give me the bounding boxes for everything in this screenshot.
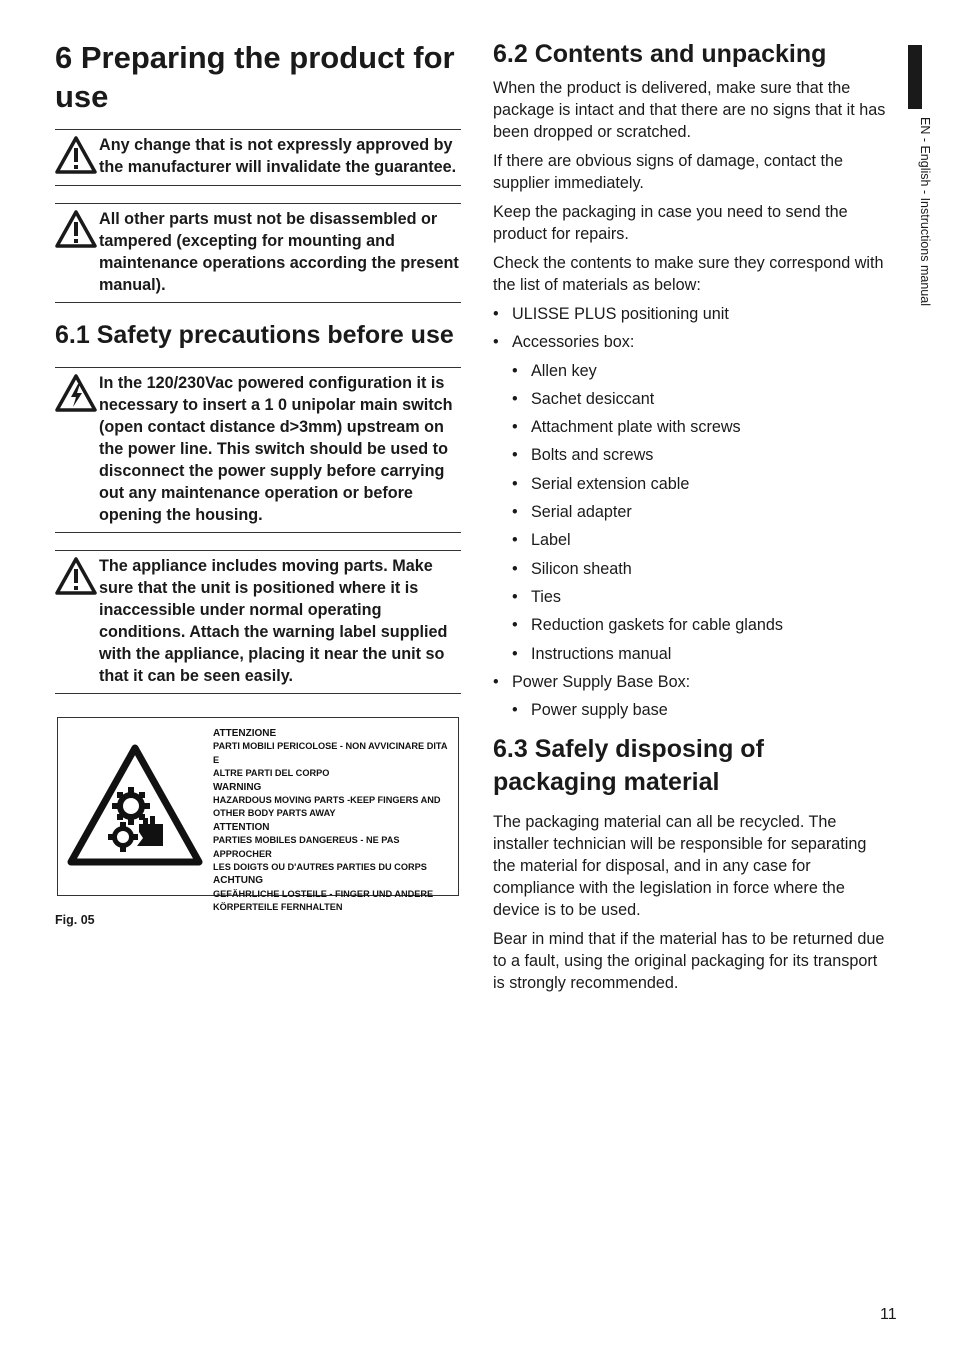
label-line: ATTENTION xyxy=(213,821,270,833)
sub-list-item: • Allen key xyxy=(493,360,893,382)
list-item xyxy=(493,671,893,721)
warning-box xyxy=(55,203,461,303)
chapter-title: 6 Preparing the product for use xyxy=(55,40,455,114)
label-line: HAZARDOUS MOVING PARTS -KEEP FINGERS AND xyxy=(213,795,441,806)
contents-list xyxy=(493,303,893,721)
warning-label-text xyxy=(213,727,448,915)
sub-list-item: • Power supply base xyxy=(493,699,893,721)
page-number: 11 xyxy=(880,1306,897,1323)
warning-text: In the 120/230Vac powered configuration it is necessary to insert a 1 0 unipolar main switch (open contact distance d>3mm) upstream on the power line. This switch should be used to disconnect the power supply before carrying out any maintenance operation or before opening the housing. xyxy=(99,374,453,524)
warning-triangle-icon xyxy=(55,555,99,600)
sub-list-item: • Instructions manual xyxy=(493,643,893,665)
sub-list-item: • Label xyxy=(493,529,893,551)
paragraph: If there are obvious signs of damage, contact the supplier immediately. xyxy=(493,152,844,192)
sub-list-item: • Bolts and screws xyxy=(493,444,893,466)
sub-list-item: • Reduction gaskets for cable glands xyxy=(493,614,893,636)
sub-list-item: • Serial adapter xyxy=(493,501,893,523)
label-line: OTHER BODY PARTS AWAY xyxy=(213,808,336,819)
warning-text: The appliance includes moving parts. Make sure that the unit is positioned where it is inaccessible under normal operating conditions. Attach the warning label supplied with the appliance, placing it near the unit so that it can be seen easily. xyxy=(99,557,448,685)
side-tab-label: EN - English - Instructions manual xyxy=(918,117,932,306)
section-title-6-1: 6.1 Safety precautions before use xyxy=(55,321,454,349)
paragraph: Check the contents to make sure they correspond with the list of materials as below: xyxy=(493,254,884,294)
warning-text: Any change that is not expressly approved by the manufacturer will invalidate the guarantee. xyxy=(99,136,457,176)
label-line: KÖRPERTEILE FERNHALTEN xyxy=(213,902,343,913)
label-line: PARTI MOBILI PERICOLOSE - NON AVVICINARE DITA E xyxy=(213,741,448,765)
electrical-hazard-icon xyxy=(55,372,99,417)
sub-list-item: • Ties xyxy=(493,586,893,608)
warning-box xyxy=(55,550,461,694)
sub-list-item: • Sachet desiccant xyxy=(493,388,893,410)
section-6-3-body xyxy=(493,811,893,994)
label-line: ACHTUNG xyxy=(213,875,263,887)
warning-box xyxy=(55,129,461,186)
label-line: LES DOIGTS OU D'AUTRES PARTIES DU CORPS xyxy=(213,862,427,873)
paragraph: Bear in mind that if the material has to be returned due to a fault, using the original packaging for its transport is strongly recommended. xyxy=(493,930,885,993)
sub-list xyxy=(493,699,893,721)
side-tab-marker xyxy=(908,45,922,109)
sub-list-item: • Silicon sheath xyxy=(493,558,893,580)
sub-list xyxy=(493,360,893,665)
paragraph: When the product is delivered, make sure that the package is intact and that there are no signs that it has been dropped or scratched. xyxy=(493,79,886,141)
section-title-6-2: 6.2 Contents and unpacking xyxy=(493,40,827,68)
label-line: ALTRE PARTI DEL CORPO xyxy=(213,768,330,779)
section-title-6-3: 6.3 Safely disposing of packaging material xyxy=(493,735,764,797)
right-column xyxy=(493,38,893,1001)
electrical-warning-box xyxy=(55,367,461,533)
warning-triangle-icon xyxy=(55,134,99,179)
label-line: WARNING xyxy=(213,781,262,793)
sub-list-item: • Attachment plate with screws xyxy=(493,416,893,438)
paragraph: The packaging material can all be recycled. The installer technician will be responsible for separating the material for disposal, and in any case for compliance with the legislation in force where the device is to be used. xyxy=(493,813,867,920)
label-line: PARTIES MOBILES DANGEREUS - NE PAS APPROCHER xyxy=(213,835,400,859)
warning-text: All other parts must not be disassembled or tampered (excepting for mounting and maintenance operations according the present manual). xyxy=(99,210,459,294)
warning-label-figure xyxy=(57,717,459,913)
list-item-label: ULISSE PLUS positioning unit xyxy=(512,305,729,323)
section-6-2-body xyxy=(493,77,893,296)
left-column xyxy=(55,38,461,927)
moving-parts-hazard-icon xyxy=(65,742,205,875)
list-item-label: Power Supply Base Box: xyxy=(512,672,691,691)
label-line: ATTENZIONE xyxy=(213,728,277,739)
paragraph: Keep the packaging in case you need to send the product for repairs. xyxy=(493,203,848,243)
figure-caption: Fig. 05 xyxy=(55,913,95,927)
warning-triangle-icon xyxy=(55,208,99,253)
list-item-label: Accessories box: xyxy=(512,333,635,352)
list-item xyxy=(493,303,893,325)
label-line: GEFÄHRLICHE LOSTEILE - FINGER UND ANDERE xyxy=(213,888,434,899)
list-item xyxy=(493,331,893,664)
sub-list-item: • Serial extension cable xyxy=(493,473,893,495)
